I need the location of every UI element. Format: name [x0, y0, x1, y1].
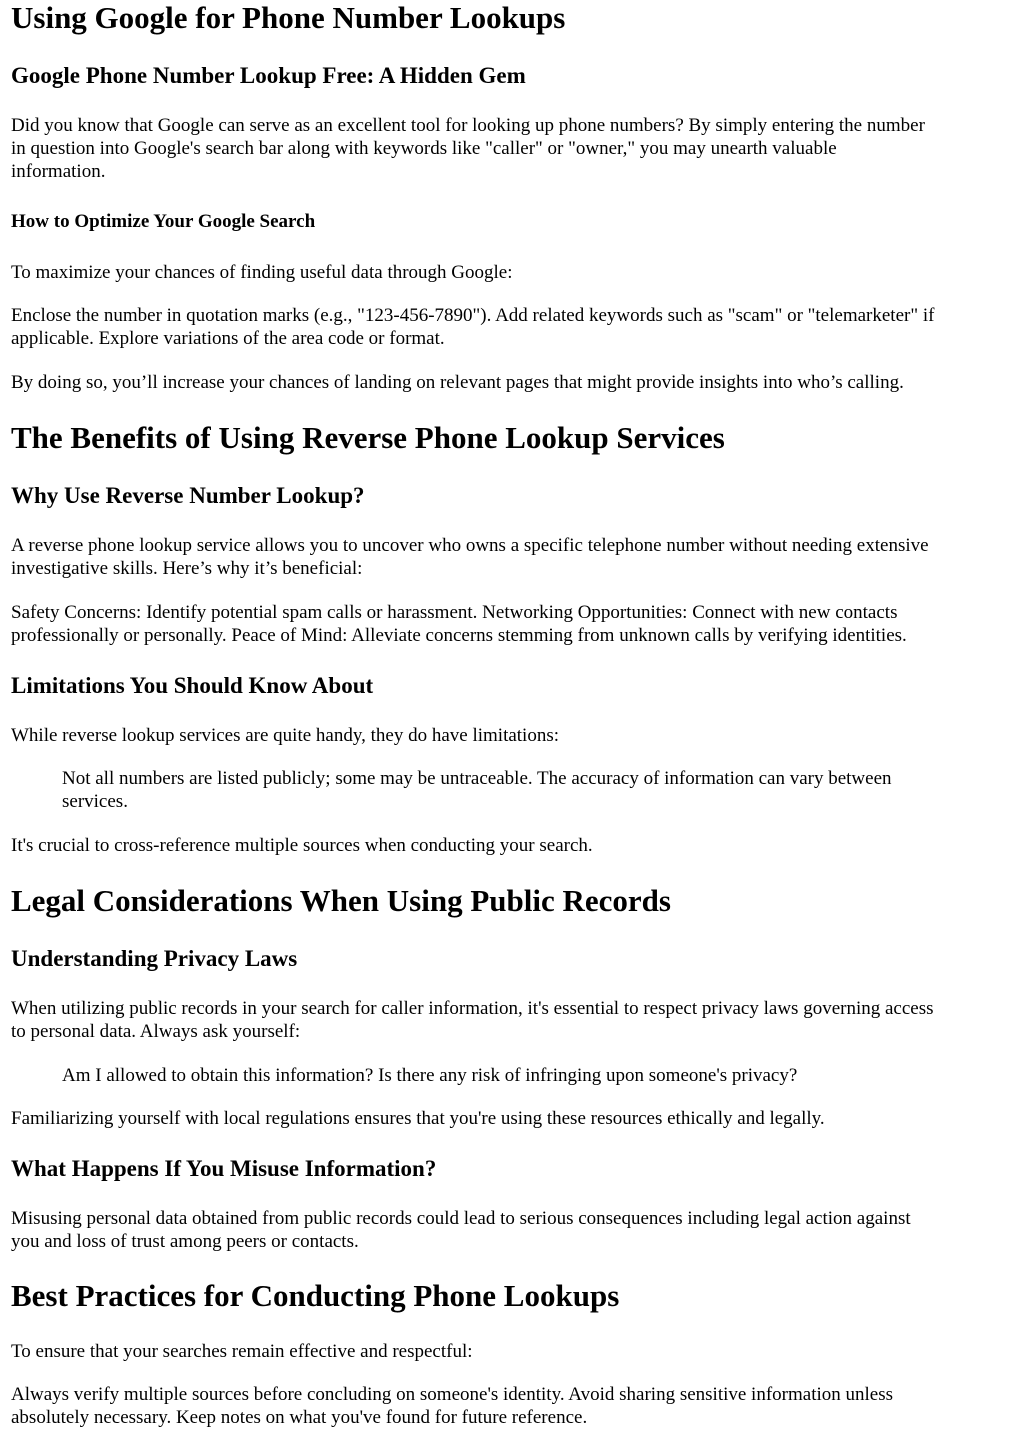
paragraph-best-practices-intro: To ensure that your searches remain effective and respectful: — [11, 1341, 473, 1362]
paragraph-closing-google: By doing so, you’ll increase your chances of landing on relevant pages that might provide insights into who’s calling. — [11, 372, 904, 393]
paragraph-line: Misusing personal data obtained from public records could lead to serious consequences including legal action against — [11, 1208, 911, 1229]
quote-line: services. — [62, 791, 128, 812]
list-line: applicable. Explore variations of the area code or format. — [11, 328, 445, 349]
list-line: absolutely necessary. Keep notes on what you've found for future reference. — [11, 1407, 588, 1428]
paragraph-line: you and loss of trust among peers or contacts. — [11, 1231, 359, 1252]
paragraph-maximize-intro: To maximize your chances of finding useful data through Google: — [11, 262, 513, 283]
subheading-why-reverse-lookup: Why Use Reverse Number Lookup? — [11, 483, 365, 508]
paragraph-cross-reference: It's crucial to cross-reference multiple sources when conducting your search. — [11, 835, 593, 856]
list-line: Enclose the number in quotation marks (e.g., "123-456-7890"). Add related keywords such as "scam" or "telemarketer" if — [11, 305, 935, 326]
paragraph-line: in question into Google's search bar along with keywords like "caller" or "owner," you may unearth valuable — [11, 138, 837, 159]
subheading-hidden-gem: Google Phone Number Lookup Free: A Hidden Gem — [11, 63, 526, 88]
paragraph-line: Did you know that Google can serve as an excellent tool for looking up phone numbers? By simply entering the number — [11, 115, 925, 136]
subheading-optimize-search: How to Optimize Your Google Search — [11, 211, 316, 232]
privacy-questions-quote: Am I allowed to obtain this information? Is there any risk of infringing upon someone's privacy? — [62, 1065, 798, 1086]
subheading-privacy-laws: Understanding Privacy Laws — [11, 946, 298, 971]
paragraph-line: A reverse phone lookup service allows you to uncover who owns a specific telephone number without needing extensive — [11, 535, 929, 556]
section-heading-legal-considerations: Legal Considerations When Using Public Records — [11, 883, 671, 918]
paragraph-line: information. — [11, 161, 106, 182]
section-heading-reverse-lookup-benefits: The Benefits of Using Reverse Phone Lookup Services — [11, 420, 725, 455]
paragraph-regulations: Familiarizing yourself with local regulations ensures that you're using these resources ethically and legally. — [11, 1108, 825, 1129]
section-heading-google-lookups: Using Google for Phone Number Lookups — [11, 0, 566, 35]
quote-line: Not all numbers are listed publicly; some may be untraceable. The accuracy of information can vary between — [62, 768, 892, 789]
paragraph-line: investigative skills. Here’s why it’s beneficial: — [11, 558, 363, 579]
list-line: professionally or personally. Peace of Mind: Alleviate concerns stemming from unknown calls by verifying identities. — [11, 625, 907, 646]
subheading-limitations: Limitations You Should Know About — [11, 673, 374, 698]
section-heading-best-practices: Best Practices for Conducting Phone Lookups — [11, 1278, 620, 1313]
paragraph-limitations-intro: While reverse lookup services are quite handy, they do have limitations: — [11, 725, 560, 746]
list-line: Always verify multiple sources before concluding on someone's identity. Avoid sharing sensitive information unless — [11, 1384, 894, 1405]
list-line: Safety Concerns: Identify potential spam calls or harassment. Networking Opportunities: Connect with new contacts — [11, 602, 898, 623]
subheading-misuse: What Happens If You Misuse Information? — [11, 1156, 437, 1181]
paragraph-line: When utilizing public records in your search for caller information, it's essential to respect privacy laws governing access — [11, 998, 934, 1019]
paragraph-line: to personal data. Always ask yourself: — [11, 1021, 301, 1042]
